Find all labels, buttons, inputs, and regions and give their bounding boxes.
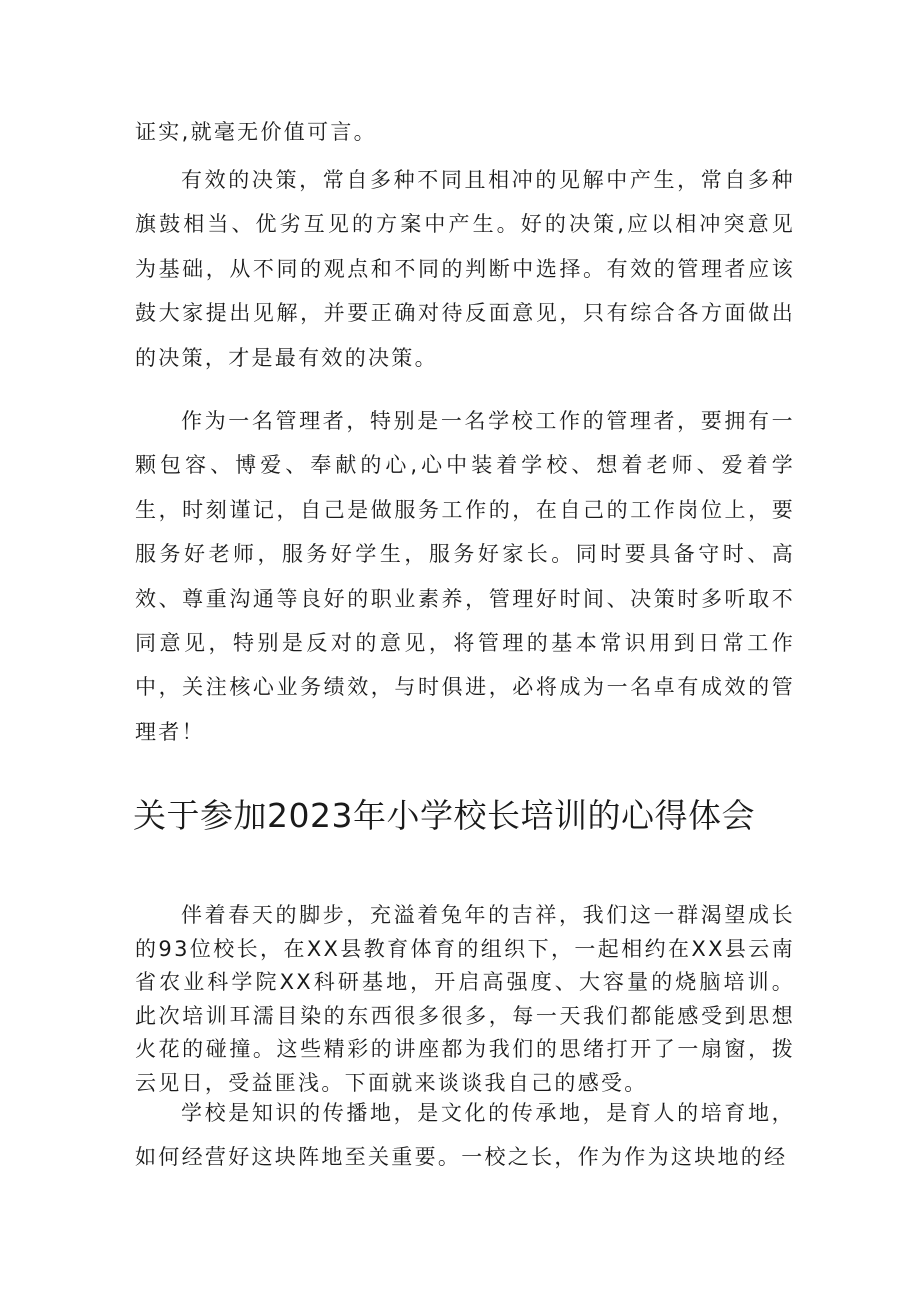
paragraph-continuation: 证实,就毫无价值可言。: [135, 120, 377, 144]
section-title: 关于参加2023年小学校长培训的心得体会: [133, 796, 755, 835]
paragraph-school-base: 学校是知识的传播地，是文化的传承地，是育人的培育地，如何经营好这块阵地至关重要。一校之长，作为作为这块地的经: [135, 1101, 795, 1170]
paragraph-effective-decisions: 有效的决策，常自多种不同且相冲的见解中产生，常自多种旗鼓相当、优劣互见的方案中产生。好的决策,应以相冲突意见为基础，从不同的观点和不同的判断中选择。有效的管理者应该鼓大家提出见解，并要正确对待反面意见，只有综合各方面做出的决策，才是最有效的决策。: [135, 168, 795, 370]
paragraph-training-intro: 伴着春天的脚步，充溢着兔年的吉祥，我们这一群渴望成长的93位校长，在XX县教育体育的组织下，一起相约在XX县云南省农业科学院XX科研基地，开启高强度、大容量的烧脑培训。此次培训耳濡目染的东西很多很多，每一天我们都能感受到思想火花的碰撞。这些精彩的讲座都为我们的思绪打开了一扇窗，拨云见日，受益匪浅。下面就来谈谈我自己的感受。: [135, 903, 795, 1095]
paragraph-manager-role: 作为一名管理者，特别是一名学校工作的管理者，要拥有一颗包容、博爱、奉献的心,心中装着学校、想着老师、爱着学生，时刻谨记，自己是做服务工作的，在自己的工作岗位上，要服务好老师，服务好学生，服务好家长。同时要具备守时、高效、尊重沟通等良好的职业素养，管理好时间、决策时多听取不同意见，特别是反对的意见，将管理的基本常识用到日常工作中，关注核心业务绩效，与时俱进，必将成为一名卓有成效的管理者！: [135, 409, 795, 744]
